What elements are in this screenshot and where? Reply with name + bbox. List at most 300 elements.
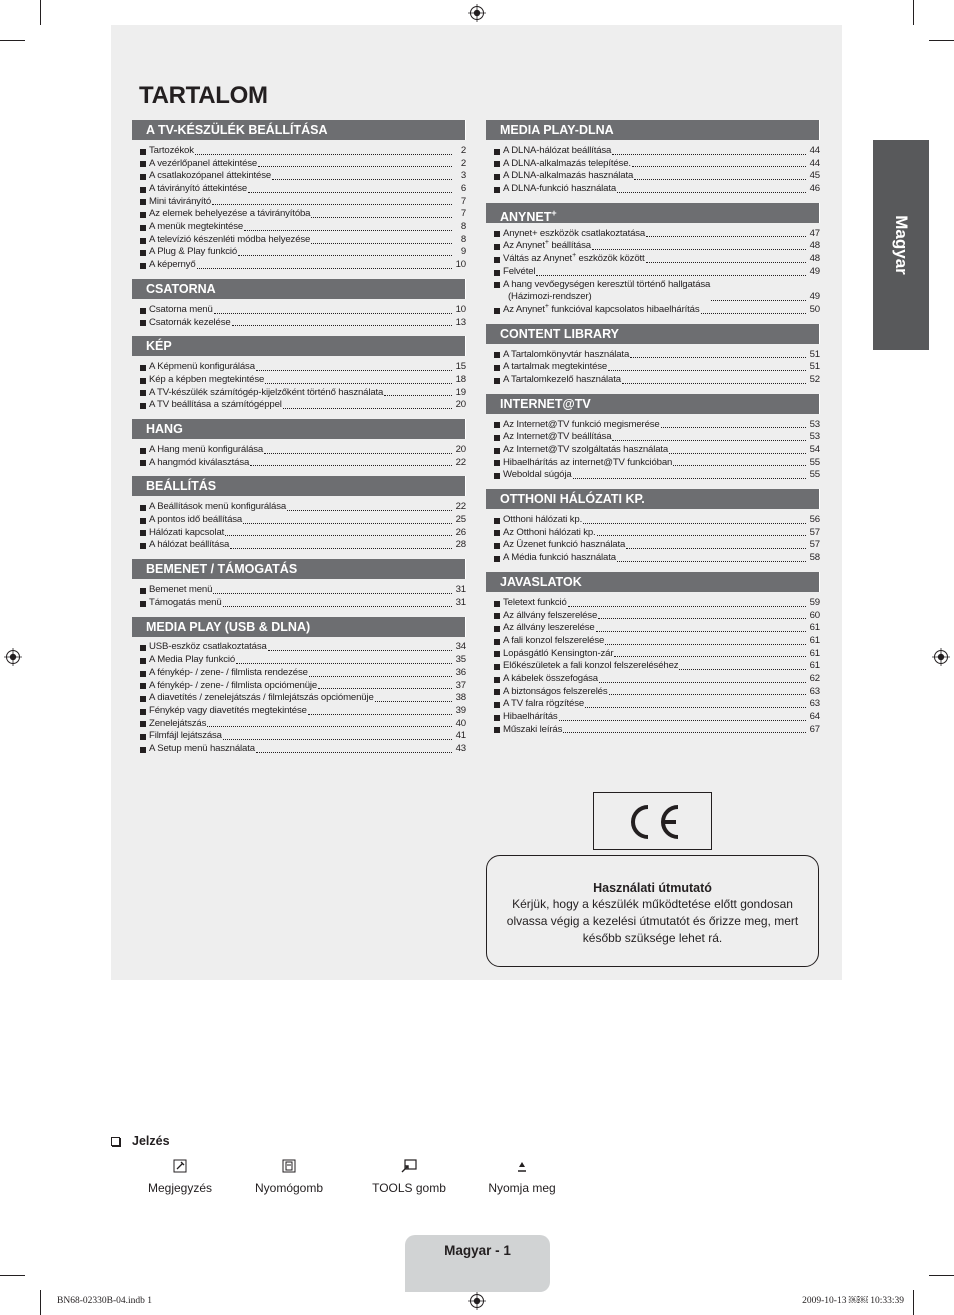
- toc-entry-label-text: Mini távirányító: [149, 195, 212, 207]
- toc-entry-label: [503, 361, 607, 374]
- crop-mark: [913, 0, 914, 25]
- toc-entry-label: [503, 660, 678, 673]
- toc-entry-label-text: Fénykép vagy diavetítés megtekintése: [149, 704, 307, 716]
- square-bullet-icon: [140, 601, 146, 607]
- toc-entry-page: 44: [809, 157, 820, 169]
- dot-leader: [617, 192, 806, 193]
- toc-entry[interactable]: [494, 711, 820, 724]
- toc-entry-label: [149, 246, 237, 259]
- toc-entry[interactable]: [494, 444, 820, 457]
- toc-entry-label-text: Hibaelhárítás az internet@TV funkcióban: [503, 456, 673, 468]
- toc-entry-label: [149, 654, 235, 667]
- toc-entry-label-text: A Media Play funkció: [149, 654, 236, 666]
- notice-body: Kérjük, hogy a készülék működtetése előtt gondosan olvassa végig a kezelési útmutatót és őrizze meg, mert később szüksége lehet rá.: [506, 897, 799, 945]
- dot-leader: [622, 383, 806, 384]
- toc-entry[interactable]: [140, 247, 466, 260]
- toc-entry-label-text: Otthoni hálózati kp.: [503, 514, 583, 526]
- toc-entry-label-text: Teletext funkció: [503, 596, 567, 608]
- square-bullet-icon: [140, 174, 146, 180]
- toc-entry-label: [149, 730, 222, 743]
- toc-entry-label-text: A TV beállítása a számítógéppel: [149, 399, 282, 411]
- toc-entry[interactable]: [140, 196, 466, 209]
- dot-leader: [225, 535, 452, 536]
- toc-entry-page: 41: [455, 730, 466, 742]
- toc-entry[interactable]: [494, 158, 820, 171]
- toc-entry-page: 51: [809, 348, 820, 360]
- toc-entry[interactable]: [140, 399, 466, 412]
- toc-entry-label-text: A hangmód kiválasztása: [149, 456, 250, 468]
- toc-entry[interactable]: [140, 654, 466, 667]
- toc-entry[interactable]: [494, 648, 820, 661]
- toc-entry-label-text: A tartalmak megtekintése: [503, 361, 608, 373]
- toc-entry-label: [503, 711, 558, 724]
- square-bullet-icon: [140, 403, 146, 409]
- toc-entry-page: 22: [455, 456, 466, 468]
- toc-section-heading-text: CONTENT LIBRARY: [500, 326, 619, 341]
- dot-leader: [258, 166, 452, 167]
- toc-entry-label-text: A DLNA-alkalmazás használata: [503, 170, 634, 182]
- toc-section: [486, 120, 820, 196]
- toc-entry[interactable]: [494, 457, 820, 470]
- toc-entry[interactable]: [140, 539, 466, 552]
- toc-entry-label-text: Az állvány felszerelése: [503, 609, 598, 621]
- toc-section: [132, 559, 466, 609]
- toc-entry-sup: +: [572, 251, 577, 259]
- square-bullet-icon: [494, 702, 500, 708]
- dot-leader: [646, 262, 806, 263]
- square-bullet-icon: [140, 696, 146, 702]
- registration-mark-icon: [4, 648, 22, 666]
- dot-leader: [626, 548, 806, 549]
- toc-entry-label: [503, 304, 700, 317]
- toc-entry[interactable]: [494, 698, 820, 711]
- toc-entry-label: [503, 724, 562, 737]
- toc-entry-page: 63: [809, 685, 820, 697]
- page-number-tab: [405, 1235, 550, 1292]
- toc-entry[interactable]: [494, 635, 820, 648]
- square-bullet-icon: [140, 263, 146, 269]
- toc-entry-label: [503, 444, 668, 457]
- dot-leader: [311, 243, 452, 244]
- toc-entry[interactable]: [140, 692, 466, 705]
- toc-entry-label-text: Lopásgátló Kensington-zár: [503, 647, 614, 659]
- toc-entry[interactable]: [494, 673, 820, 686]
- dot-leader: [256, 752, 452, 753]
- toc-entry-page: 22: [455, 501, 466, 513]
- toc-section-heading: [486, 394, 820, 414]
- toc-entry[interactable]: [494, 240, 820, 253]
- square-bullet-icon: [140, 543, 146, 549]
- dot-leader: [597, 535, 806, 536]
- toc-section-heading-sup: +: [551, 207, 557, 218]
- toc-entry-label-text: Támogatás menü: [149, 596, 222, 608]
- toc-entry[interactable]: [140, 317, 466, 330]
- dot-leader: [238, 255, 452, 256]
- toc-entry[interactable]: [494, 253, 820, 266]
- toc-entry-label: [149, 527, 224, 540]
- square-bullet-icon: [494, 518, 500, 524]
- toc-section-heading: [486, 572, 820, 592]
- toc-entry-page: 10: [455, 259, 466, 271]
- toc-entry[interactable]: [494, 686, 820, 699]
- dot-leader: [634, 179, 806, 180]
- toc-entry-label-text: Az Otthoni hálózati kp.: [503, 526, 596, 538]
- toc-entry-page: 20: [455, 443, 466, 455]
- toc-entry-label-text: A TV falra rögzítése: [503, 698, 585, 710]
- toc-entry-page: 31: [455, 596, 466, 608]
- toc-entry-page: 36: [455, 666, 466, 678]
- legend-item-label: TOOLS gomb: [372, 1181, 446, 1195]
- toc-entry-label-text: Hálózati kapcsolat: [149, 526, 225, 538]
- toc-entry-label-text: Tartozékok: [149, 144, 194, 156]
- toc-section-heading-text: HANG: [146, 422, 183, 436]
- toc-entry[interactable]: [140, 718, 466, 731]
- toc-entry-label: [503, 673, 598, 686]
- toc-entry[interactable]: [494, 419, 820, 432]
- toc-entry[interactable]: [140, 680, 466, 693]
- toc-entry-page: 3: [460, 170, 466, 182]
- toc-section-heading-text: A TV-KÉSZÜLÉK BEÁLLÍTÁSA: [146, 123, 328, 137]
- toc-section-heading-text: ANYNET: [500, 209, 552, 224]
- toc-entry-label-text: A Plug & Play funkció: [149, 246, 238, 258]
- toc-entry-label-text: A Hang menü konfigurálása: [149, 443, 264, 455]
- toc-entry-label: [503, 686, 608, 699]
- crop-mark: [0, 40, 25, 41]
- toc-entry[interactable]: [494, 145, 820, 158]
- legend-item-note: [120, 1157, 240, 1195]
- toc-entry[interactable]: [494, 266, 820, 279]
- toc-entry[interactable]: [140, 208, 466, 221]
- toc-section-heading-text: KÉP: [146, 339, 172, 354]
- square-bullet-icon: [140, 460, 146, 466]
- toc-entry-page: 10: [455, 303, 466, 315]
- toc-entry[interactable]: [140, 730, 466, 743]
- square-bullet-icon: [140, 734, 146, 740]
- dot-leader: [661, 427, 806, 428]
- toc-entry-sup: +: [544, 239, 549, 247]
- toc-entry-label: [149, 514, 242, 527]
- toc-entry-page: 63: [809, 698, 820, 710]
- toc-entry[interactable]: [140, 501, 466, 514]
- square-bullet-icon: [140, 390, 146, 396]
- toc-entry-page: 48: [809, 253, 820, 265]
- dot-leader: [272, 179, 452, 180]
- toc-entry-page: 61: [809, 622, 820, 634]
- toc-entry-label: [503, 228, 645, 241]
- toc-entry-label: [503, 419, 660, 432]
- dot-leader: [243, 523, 452, 524]
- toc-entry-label-text: Az Internet@TV funkció megismerése: [503, 418, 660, 430]
- toc-entry-page: 13: [455, 316, 466, 328]
- square-bullet-icon: [494, 727, 500, 733]
- dot-leader: [609, 694, 806, 695]
- square-bullet-icon: [494, 352, 500, 358]
- square-bullet-icon: [494, 601, 500, 607]
- toc-entry-page: 57: [809, 526, 820, 538]
- dot-leader: [223, 739, 452, 740]
- dot-leader: [536, 275, 806, 276]
- legend-item-button: [229, 1157, 349, 1195]
- toc-entry-page: 37: [455, 679, 466, 691]
- toc-entry-label-text: Váltás az Anynet: [503, 253, 573, 265]
- toc-entry-page: 35: [455, 654, 466, 666]
- toc-entry[interactable]: [494, 622, 820, 635]
- square-bullet-icon: [494, 378, 500, 384]
- toc-entry[interactable]: [494, 597, 820, 610]
- toc-entry-label-line2: (Házimozi-rendszer): [508, 291, 592, 303]
- toc-entry[interactable]: [494, 724, 820, 737]
- square-bullet-icon: [494, 651, 500, 657]
- dot-leader: [283, 408, 452, 409]
- toc-entry-page: 46: [809, 183, 820, 195]
- square-bullet-icon: [140, 320, 146, 326]
- toc-entry-page: 52: [809, 373, 820, 385]
- toc-entry-label-text: A kábelek összefogása: [503, 672, 598, 684]
- toc-entry-label-text: A Tartalomkezelő használata: [503, 373, 621, 385]
- dot-leader: [264, 453, 452, 454]
- dot-leader: [230, 548, 452, 549]
- toc-section-heading: [132, 336, 466, 356]
- toc-entry-label: [503, 610, 597, 623]
- square-bullet-icon: [494, 270, 500, 276]
- square-bullet-icon: [494, 639, 500, 645]
- toc-entry-label: [503, 457, 672, 470]
- toc-section-heading-text: JAVASLATOK: [500, 574, 582, 589]
- toc-entry[interactable]: [140, 374, 466, 387]
- toc-entry-label-text: USB-eszköz csatlakoztatása: [149, 641, 267, 653]
- toc-entry-label: [503, 158, 631, 171]
- toc-entry[interactable]: [140, 158, 466, 171]
- dot-leader: [207, 726, 452, 727]
- toc-entry[interactable]: [494, 660, 820, 673]
- toc-entry-label-text: Hibaelhárítás: [503, 711, 558, 722]
- toc-entry[interactable]: [494, 431, 820, 444]
- toc-entry-label-text: Az Internet@TV szolgáltatás használata: [503, 444, 669, 455]
- toc-entry-page: 20: [455, 399, 466, 411]
- toc-entry-label-text: Felvétel: [503, 265, 536, 277]
- dot-leader: [223, 606, 452, 607]
- dot-leader: [568, 606, 806, 607]
- toc-entry-label: [149, 221, 243, 234]
- toc-entry[interactable]: [140, 145, 466, 158]
- toc-entry-label-text: A fénykép- / zene- / filmlista opciómenüje: [149, 679, 318, 691]
- toc-entry[interactable]: [140, 527, 466, 540]
- dot-leader: [563, 732, 806, 733]
- toc-entry-label: [149, 304, 213, 317]
- toc-section-heading-text: BEÁLLÍTÁS: [146, 479, 217, 494]
- toc-entry[interactable]: [494, 228, 820, 241]
- toc-section-heading: [132, 279, 466, 299]
- toc-entry[interactable]: [140, 743, 466, 756]
- toc-section: [486, 572, 820, 737]
- toc-section-heading-text: BEMENET / TÁMOGATÁS: [146, 562, 298, 577]
- toc-entry[interactable]: [140, 259, 466, 272]
- square-bullet-icon: [140, 187, 146, 193]
- dot-leader: [596, 631, 806, 632]
- dot-leader: [701, 313, 806, 314]
- square-bullet-icon: [494, 257, 500, 263]
- legend-item-label: Nyomja meg: [488, 1181, 556, 1195]
- toc-entry-label: [503, 514, 582, 527]
- dot-leader: [318, 688, 452, 689]
- toc-section-heading: [486, 203, 820, 223]
- toc-entry[interactable]: [494, 349, 820, 362]
- square-bullet-icon: [494, 282, 500, 288]
- dot-leader: [236, 663, 452, 664]
- square-bullet-icon: [494, 689, 500, 695]
- toc-entry-label: [503, 279, 710, 304]
- square-bullet-icon: [140, 747, 146, 753]
- toc-entry-label: [149, 196, 211, 209]
- toc-entry[interactable]: [140, 705, 466, 718]
- square-bullet-icon: [140, 721, 146, 727]
- toc-entry[interactable]: [140, 667, 466, 680]
- toc-entry-label-text: A csatlakozópanel áttekintése: [149, 170, 272, 182]
- crop-mark: [0, 1275, 25, 1276]
- square-bullet-icon: [140, 238, 146, 244]
- toc-right-column: [486, 120, 820, 743]
- toc-entry[interactable]: [494, 539, 820, 552]
- toc-entry-label-text: Az Internet@TV beállítása: [503, 431, 612, 443]
- dot-leader: [612, 154, 806, 155]
- toc-entry-page: 40: [455, 717, 466, 729]
- toc-entry[interactable]: [494, 374, 820, 387]
- toc-entry-label: [149, 457, 249, 470]
- square-bullet-icon: [140, 505, 146, 511]
- dot-leader: [311, 217, 452, 218]
- toc-section-heading: [132, 120, 466, 140]
- toc-entry-label: [149, 399, 282, 412]
- toc-entry[interactable]: [494, 552, 820, 565]
- toc-entry[interactable]: [140, 584, 466, 597]
- toc-entry-page: 19: [455, 386, 466, 398]
- toc-entry-page: 26: [455, 526, 466, 538]
- dot-leader: [195, 154, 452, 155]
- toc-entry[interactable]: [140, 597, 466, 610]
- toc-entry-page: 53: [809, 418, 820, 430]
- square-bullet-icon: [494, 244, 500, 250]
- toc-entry-label-text: Filmfájl lejátszása: [149, 730, 222, 742]
- toc-entry-page: 48: [809, 240, 820, 252]
- toc-section: [132, 419, 466, 469]
- square-bullet-icon: [140, 212, 146, 218]
- toc-entry[interactable]: [140, 170, 466, 183]
- toc-entry-label: [503, 266, 535, 279]
- square-bullet-icon: [140, 149, 146, 155]
- toc-entry-page: 55: [809, 469, 820, 481]
- toc-entry-label: [503, 552, 616, 565]
- dot-leader: [614, 656, 806, 657]
- toc-entry[interactable]: [494, 469, 820, 482]
- toc-entry[interactable]: [494, 304, 820, 317]
- toc-section: [132, 476, 466, 552]
- toc-entry-page: 2: [460, 144, 466, 156]
- toc-entry-page: 49: [809, 265, 820, 277]
- toc-section-heading-text: OTTHONI HÁLÓZATI KP.: [500, 492, 645, 507]
- toc-entry-page: 64: [809, 711, 820, 722]
- toc-entry-label-text: A Képmenü konfigurálása: [149, 361, 255, 373]
- toc-entry-label: [149, 259, 196, 272]
- toc-entry[interactable]: [494, 610, 820, 623]
- toc-entry[interactable]: [494, 170, 820, 183]
- manual-notice-box: [486, 855, 819, 967]
- toc-entry-label-text: A Beállítások menü konfigurálása: [149, 501, 287, 513]
- toc-entry-label: [149, 539, 229, 552]
- toc-entry[interactable]: [140, 183, 466, 196]
- square-bullet-icon: [140, 225, 146, 231]
- toc-entry[interactable]: [140, 221, 466, 234]
- toc-entry-label: [503, 145, 611, 158]
- square-bullet-icon: [140, 518, 146, 524]
- toc-entry[interactable]: [494, 279, 820, 304]
- toc-entry[interactable]: [140, 514, 466, 527]
- dot-leader: [197, 268, 452, 269]
- toc-entry-page: 31: [455, 584, 466, 596]
- square-bullet-icon: [140, 365, 146, 371]
- dot-leader: [679, 669, 806, 670]
- toc-entry-page: 47: [809, 227, 820, 239]
- dot-leader: [287, 510, 452, 511]
- dot-leader: [612, 440, 806, 441]
- toc-entry[interactable]: [140, 457, 466, 470]
- toc-entry-page: 8: [460, 221, 466, 233]
- tools-icon: [401, 1157, 417, 1175]
- square-bullet-icon: [140, 378, 146, 384]
- toc-entry-label: [503, 431, 611, 444]
- toc-section: [132, 279, 466, 329]
- dot-leader: [630, 357, 806, 358]
- toc-entry[interactable]: [494, 183, 820, 196]
- toc-entry-label: [503, 635, 604, 648]
- toc-entry-label: [149, 501, 286, 514]
- square-bullet-icon: [494, 664, 500, 670]
- toc-entry-page: 45: [809, 170, 820, 182]
- toc-entry-page: 38: [455, 692, 466, 704]
- toc-entry-label-text: Az elemek behelyezése a távirányítóba: [149, 208, 311, 220]
- toc-entry-label: [503, 349, 629, 362]
- toc-entry-label: [149, 667, 308, 680]
- toc-entry[interactable]: [494, 527, 820, 540]
- toc-entry-page: 67: [809, 723, 820, 735]
- toc-entry-page: 28: [455, 539, 466, 551]
- toc-entry[interactable]: [140, 234, 466, 247]
- toc-entry-page: 49: [809, 291, 820, 303]
- toc-entry-label-text: Csatornák kezelése: [149, 316, 231, 328]
- toc-entry[interactable]: [140, 387, 466, 400]
- square-bullet-icon: [494, 460, 500, 466]
- toc-entry-page: 25: [455, 514, 466, 526]
- toc-entry-page: 54: [809, 444, 820, 455]
- toc-entry-label-text: Az állvány leszerelése: [503, 622, 595, 634]
- toc-entry[interactable]: [140, 304, 466, 317]
- toc-entry-label: [149, 170, 271, 183]
- checkbox-square-icon: [111, 1137, 120, 1146]
- toc-entry-label-text: Kép a képben megtekintése: [149, 373, 265, 385]
- toc-entry[interactable]: [140, 361, 466, 374]
- dot-leader: [375, 701, 452, 702]
- toc-entry[interactable]: [494, 361, 820, 374]
- toc-entry-label: [149, 145, 194, 158]
- toc-entry[interactable]: [140, 642, 466, 655]
- toc-section-heading: [486, 324, 820, 344]
- footer-timestamp: 2009-10-13 ￼￼ 10:33:39: [802, 1296, 904, 1306]
- dot-leader: [669, 453, 806, 454]
- toc-entry-label-text: beállítása: [548, 240, 591, 252]
- square-bullet-icon: [494, 365, 500, 371]
- toc-entry[interactable]: [494, 514, 820, 527]
- crop-mark: [929, 40, 954, 41]
- toc-entry[interactable]: [140, 444, 466, 457]
